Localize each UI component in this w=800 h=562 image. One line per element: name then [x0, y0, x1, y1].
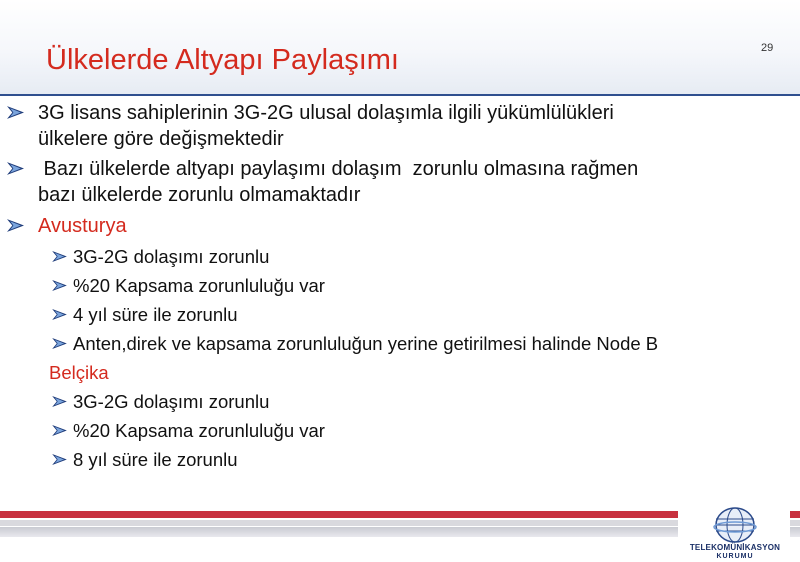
blue-arrow-bullet-icon: [7, 219, 24, 232]
country-heading-belgium: Belçika: [49, 362, 109, 383]
austria-item-1: 3G-2G dolaşımı zorunlu: [73, 246, 270, 267]
slide-title: Ülkelerde Altyapı Paylaşımı: [46, 44, 399, 76]
blue-arrow-bullet-icon: [52, 280, 67, 291]
bullet-2-line-1: Bazı ülkelerde altyapı paylaşımı dolaşım zorunlu olmasına rağmen: [38, 158, 639, 180]
blue-arrow-bullet-icon: [52, 454, 67, 465]
austria-item-3: 4 yıl süre ile zorunlu: [73, 304, 238, 325]
belgium-item-2: %20 Kapsama zorunluluğu var: [73, 420, 325, 441]
logo-text-line-1: TELEKOMÜNİKASYON: [689, 543, 781, 552]
blue-arrow-bullet-icon: [7, 162, 24, 175]
austria-item-4: Anten,direk ve kapsama zorunluluğun yerine getirilmesi halinde Node B: [73, 333, 659, 354]
globe-logo-icon: [713, 505, 757, 545]
austria-item-2: %20 Kapsama zorunluluğu var: [73, 275, 325, 296]
blue-arrow-bullet-icon: [52, 338, 67, 349]
bullet-1-line-1: 3G lisans sahiplerinin 3G-2G ulusal dolaşımla ilgili yükümlülükleri: [38, 102, 614, 124]
bullet-1-line-2: ülkelere göre değişmektedir: [38, 128, 284, 150]
bullet-2-line-2: bazı ülkelerde zorunlu olmamaktadır: [38, 184, 361, 206]
blue-arrow-bullet-icon: [52, 309, 67, 320]
blue-arrow-bullet-icon: [52, 251, 67, 262]
belgium-item-3: 8 yıl süre ile zorunlu: [73, 449, 238, 470]
slide-number: 29: [761, 42, 774, 54]
logo-text-line-2: KURUMU: [716, 553, 754, 560]
country-heading-austria: Avusturya: [38, 215, 127, 237]
blue-arrow-bullet-icon: [7, 106, 24, 119]
blue-arrow-bullet-icon: [52, 396, 67, 407]
belgium-item-1: 3G-2G dolaşımı zorunlu: [73, 391, 270, 412]
blue-arrow-bullet-icon: [52, 425, 67, 436]
